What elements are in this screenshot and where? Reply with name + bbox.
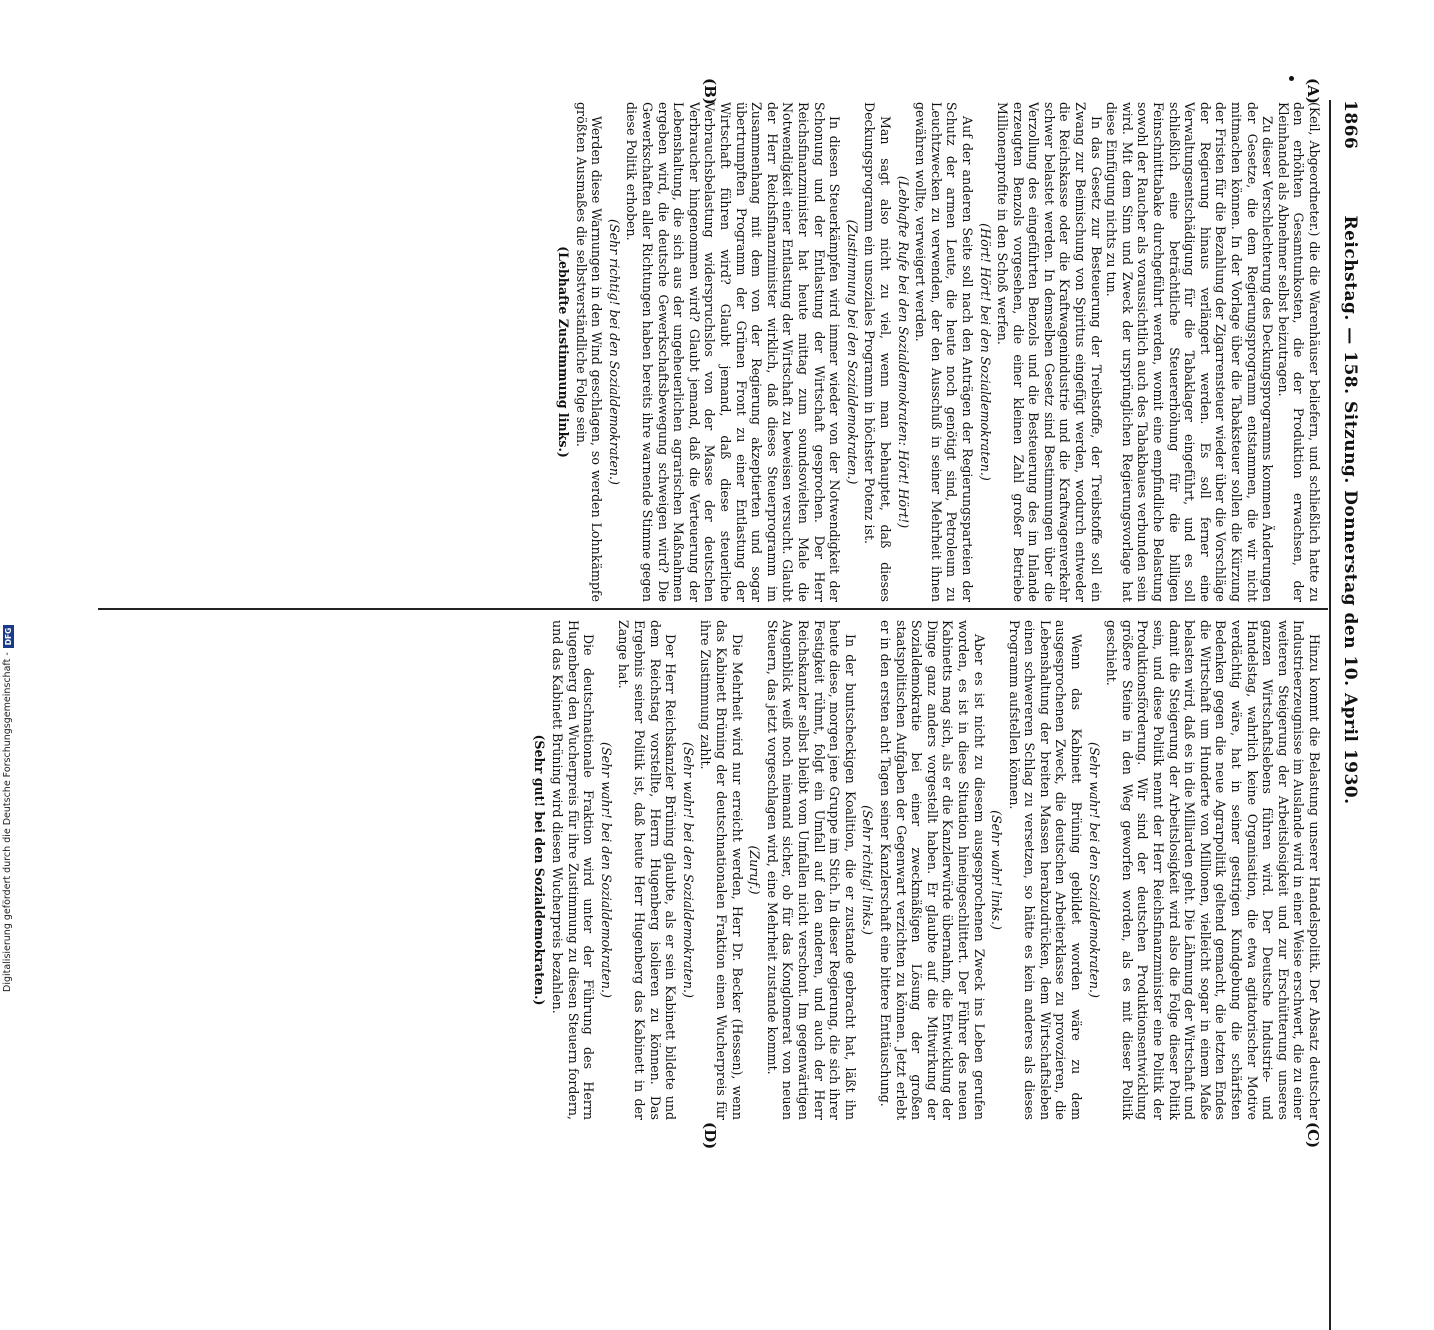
margin-letter-d: (D) (701, 1122, 719, 1150)
interjection: (Sehr gut! bei den Sozialdemokraten.) (532, 734, 548, 1006)
interjection: (Hört! Hört! bei den Sozialdemokraten.) (977, 223, 993, 481)
paragraph: Der Herr Reichskanzler Brüning glaubte, als er sein Kabinett bildete und dem Reichstag vorstellte, Herrn Hugenberg isolieren zu können. Das Ergebnis seiner Politik ist, daß heute Herr Hugenberg das Kabinett in der Zange hat. (616, 620, 679, 1120)
page-header (1334, 100, 1364, 920)
interjection: (Sehr richtig! bei den Sozialdemokraten.) (606, 219, 622, 485)
paragraph: Aber es ist nicht zu diesem ausgesprochenen Zweck ins Leben gerufen worden, es ist in diese Situation hineingeschlittert. Der Führer des neuen Kabinetts mag sich, als er die Kanzlerwürde übernahm, die Entwicklung der Dinge ganz anders vorgestellt haben. Er glaubte auf die Mitwirkung der Sozialdemokratie bei einer zweckmäßigen Lösung der großen staatspolitischen Aufgaben der Gegenwart verzichten zu können. Jetzt erlebt er in den ersten acht Tagen seiner Kanzlerschaft eine bittere Enttäuschung. (877, 620, 987, 1120)
right-column (102, 620, 1322, 1120)
paragraph: In der buntscheckigen Koalition, die er zustande gebracht hat, läßt ihn heute diese, morgen jene Gruppe im Stich. In dieser Regierung, die sich ihrer Festigkeit rühmt, folgt ein Umfall auf den anderen, und auch der Herr Reichskanzler selbst bleibt vom Umfallen nicht verschont. Im gegenwärtigen Augenblick weiß noch niemand sicher, ob für das Konglomerat von neuen Steuern, das jetzt vorgeschlagen wird, eine Mehrheit zustande kommt. (764, 620, 858, 1120)
interjection: (Sehr richtig! links.) (860, 805, 876, 935)
page-number: 1866 (1340, 100, 1360, 150)
interjection: (Lebhafte Zustimmung links.) (556, 246, 572, 458)
interjection: (Zuruf.) (747, 845, 763, 895)
interjection: (Lebhafte Rufe bei den Sozialdemokraten: Hört! Hört!) (895, 175, 911, 529)
left-column (102, 102, 1322, 602)
dfg-logo: DFG (3, 625, 14, 649)
paragraph: Zu dieser Verschlechterung des Deckungsprogramms kommen Änderungen der Gesetze, die dem Regierungsprogramm entstammen, die wir nicht mitmachen können. In der Vorlage über die Tabaksteuer sollen die Kürzung der Fristen für die Bezahlung der Zigarrensteuer wieder über die Vorschläge der Regierung hinaus verlängert werden. Es soll ferner eine Verwaltungsentschädigung für die Tabaklager eingeführt, und es soll schließlich eine beträchtliche Steuererhöhung für die billigen Feinschnitttabake durchgeführt werden, womit eine empfindliche Belastung sowohl der Raucher als voraussichtlich auch des Tabakbaues verbunden sein wird. Mit dem Sinn und Zweck der ursprünglichen Regierungsvorlage hat diese Einfügung nichts zu tun. (1104, 102, 1276, 602)
paragraph: In das Gesetz zur Besteuerung der Treibstoffe, der Treibstoffe soll ein Zwang zur Beimischung von Spiritus eingefügt werden, wodurch entweder die Reichskasse oder die Kraftwagenindustrie und die Kraftwagenverkehr schwer belastet werden. In demselben Gesetz sind Bestimmungen über die Verzollung des eingeführten Benzols und die Besteuerung des im Inlande erzeugten Benzols vorgesehen, die einer kleinen Zahl großer Betriebe Millionenprofite in den Schoß werfen. (995, 102, 1104, 602)
header-rule (1329, 100, 1331, 1330)
paragraph: Die deutschnationale Fraktion wird unter der Führung des Herrn Hugenberg den Wucherpreis für ihre Zustimmung zu diesen Steuern fordern, und das Kabinett Brüning wird diesen Wucherpreis bezahlen. (550, 620, 597, 1120)
interjection: (Sehr wahr! bei den Sozialdemokraten.) (1086, 742, 1102, 998)
digitization-credit (2, 612, 14, 992)
interjection: (Sehr wahr! bei den Sozialdemokraten.) (680, 742, 696, 998)
interjection: (Sehr wahr! links.) (989, 810, 1005, 930)
paragraph: Wenn das Kabinett Brüning gebildet worden wäre zu dem ausgesprochenen Zweck, die deutschen Arbeiterklasse zu provozieren, die Lebenshaltung der breiten Massen herabzudrücken, dem Wirtschaftsleben einen schwereren Schlag zu versetzen, so hätte es kein anderes als dieses Programm aufstellen können. (1006, 620, 1085, 1120)
interjection: (Sehr wahr! bei den Sozialdemokraten.) (598, 742, 614, 998)
margin-dot (1289, 76, 1294, 81)
paragraph: Die Mehrheit wird nur erreicht werden, Herr Dr. Becker (Hessen), wenn das Kabinett Brüning der deutschnationalen Fraktion einen Wucherpreis für ihre Zustimmung zahlt. (698, 620, 745, 1120)
paragraph: (Keil, Abgeordneter.) die die Warenhäuser beliefern, und schließlich hatte zu den erhöhten Gesamtunkosten, die der Produktion erwachsen, der Kleinhandel als Abnehmer selbst beizutragen. (1275, 102, 1322, 602)
paragraph: Auf der anderen Seite soll nach den Anträgen der Regierungsparteien der Schutz der armen Leute, die heute noch genötigt sind, Petroleum zu Leuchtzwecken zu verwenden, der den Ausschuß in seiner Mehrheit ihnen gewähren wollte, verweigert werden. (913, 102, 975, 602)
interjection: (Zustimmung bei den Sozialdemokraten.) (844, 219, 860, 485)
margin-letter-a: (A) (1304, 78, 1322, 104)
paragraph: In diesen Steuerkämpfen wird immer wieder von der Notwendigkeit der Schonung und der Entlastung der Wirtschaft gesprochen. Der Herr Reichsfinanzminister hat heute mittag zum soundsovielten Male die Notwendigkeit einer Entlastung der Wirtschaft zu beweisen versucht. Glaubt der Herr Reichsfinanzminister wirklich, daß dieses Steuerprogramm im Zusammenhang mit dem von der Regierung akzeptierten und sogar übertrumpften Programm der Grünen Front zu einer Entlastung der Wirtschaft führen wird? Glaubt jemand, daß diese steuerliche Verbrauchsbelastung widerspruchslos von der Masse der deutschen Verbraucher hingenommen wird? Glaubt jemand, daß die Verteuerung der Lebenshaltung, die sich aus der ungeheuerlichen agrarischen Maßnahmen ergeben wird, die deutsche Gewerkschaftsbewegung schweigen wird? Die Gewerkschaften aller Richtungen haben bereits ihre warnende Stimme gegen diese Politik erhoben. (624, 102, 843, 602)
margin-letter-c: (C) (1304, 1122, 1322, 1149)
column-divider (98, 608, 1328, 610)
credit-text: Digitalisierung gefördert durch die Deutsche Forschungsgemeinschaft - (2, 652, 13, 992)
paragraph: Man sagt also nicht zu viel, wenn man behauptet, daß dieses Deckungsprogramm ein unsoziales Programm in höchster Potenz ist. (862, 102, 893, 602)
running-title: Reichstag. — 158. Sitzung. Donnerstag den 10. April 1930. (1340, 215, 1360, 805)
margin-letter-b: (B) (701, 78, 719, 105)
paragraph: Werden diese Warnungen in den Wind geschlagen, so werden Lohnkämpfe größten Ausmaßes die selbstverständliche Folge sein. (573, 102, 605, 602)
paragraph: Hinzu kommt die Belastung unserer Handelspolitik. Der Absatz deutscher Industrieerzeugnisse im Auslande wird in einer Weise erschwert, die zu einer weiteren Steigerung der Arbeitslosigkeit und zur Erschütterung unseres ganzen Wirtschaftslebens führen wird. Der Deutsche Industrie- und Handelstag, wahrlich keine Organisation, die etwa agitatorischer Motive verdächtig wäre, hat in seiner gestrigen Kundgebung die schärfsten Bedenken gegen die neue Agrarpolitik geltend gemacht, die letzten Endes die Wirtschaft um Hunderte von Millionen, vielleicht sogar in einem Maße belasten wird, daß es in die Milliarden geht. Die Lähmung der Wirtschaft und damit die Steigerung der Arbeitslosigkeit wird also die Folge dieser Politik sein, und diese Politik nennt der Herr Reichsfinanzminister eine Politik der Produktionsförderung. Wir sind der deutschen Produktionsentwicklung größere Steine in den Weg geworfen worden, als es mit dieser Politik geschieht. (1104, 620, 1322, 1120)
